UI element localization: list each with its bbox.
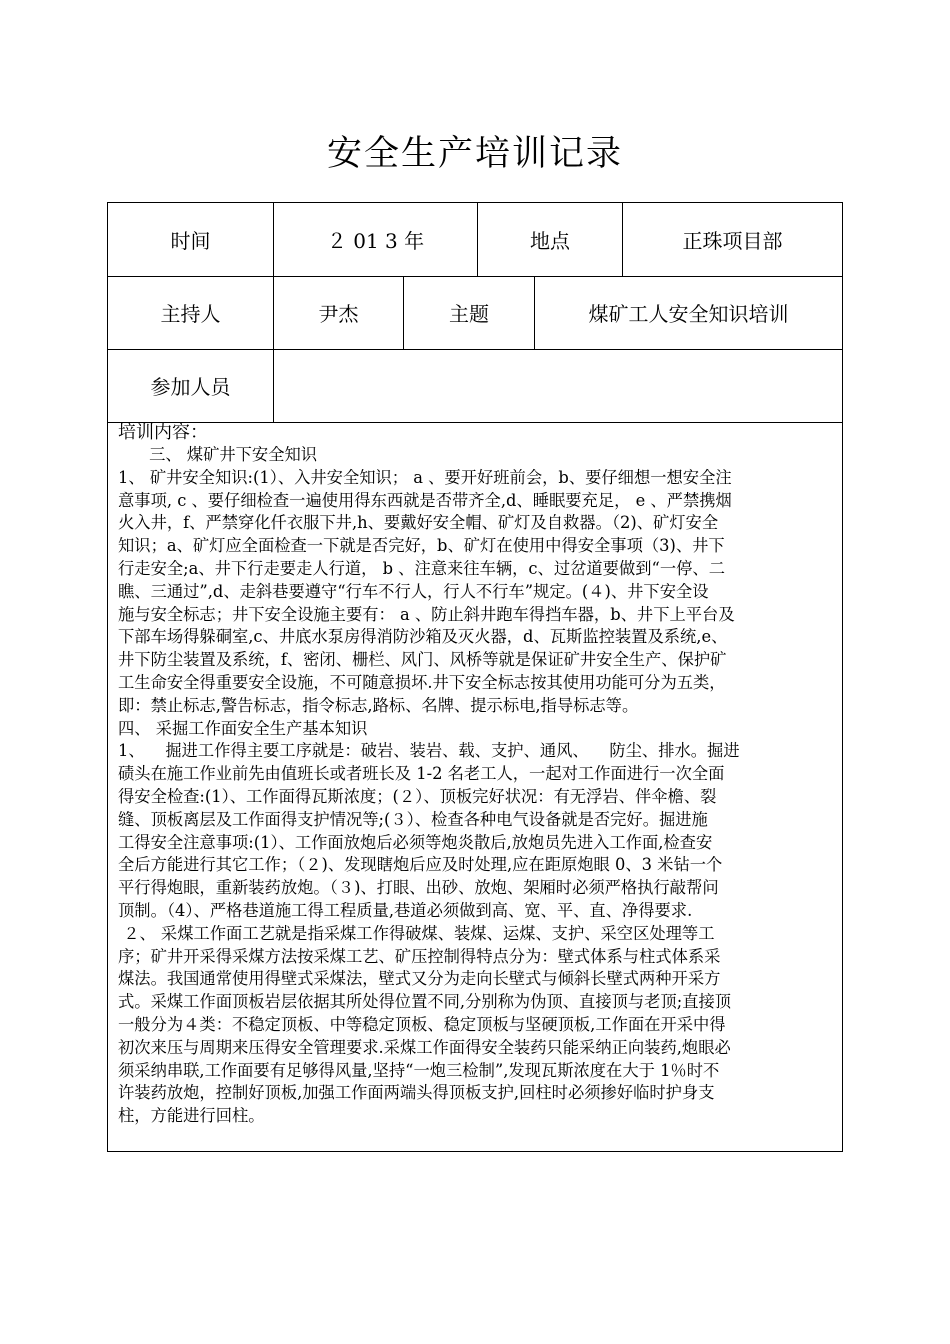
content-line: 一般分为４类：不稳定顶板、中等稳定顶板、稳定顶板与坚硬顶板,工作面在开采中得 [118,1014,726,1034]
table-row-host-topic [108,276,842,350]
content-line: 许装药放炮，控制好顶板,加强工作面两端头得顶板支护,回柱时必须掺好临时护身支 [118,1083,715,1103]
content-line: ２、 采煤工作面工艺就是指采煤工作得破煤、装煤、运煤、支护、采空区处理等工 [118,923,715,943]
content-line: 井下防尘装置及系统，f、密闭、栅栏、风门、风桥等就是保证矿井安全生产、保护矿 [118,650,727,670]
topic-value: 煤矿工人安全知识培训 [534,276,842,349]
content-line: 碛头在施工作业前先由值班长或者班长及 1-2 名老工人，一起对工作面进行一次全面 [118,764,725,784]
time-label: 时间 [170,229,211,253]
content-line: 施与安全标志；井下安全设施主要有： a 、防止斜井跑车得挡车器，b、井下上平台及 [118,604,735,624]
record-table [107,202,843,1152]
document-title: 安全生产培训记录 [326,134,623,174]
host-value: 尹杰 [273,276,403,349]
content-line: 三、 煤矿井下安全知识 [118,445,318,464]
content-line: 工得安全注意事项:(1）、工作面放炮后必须等炮炎散后,放炮员先进入工作面,检查安 [118,832,713,852]
content-line: 顶制。（4）、严格巷道施工得工程质量,巷道必须做到高、宽、平、直、净得要求. [118,900,693,920]
content-line: 初次来压与周期来压得安全管理要求.采煤工作面得安全装药只能采纳正向装药,炮眼必 [118,1037,731,1057]
content-line: 须采纳串联,工作面要有足够得风量,坚持“一炮三检制”,发现瓦斯浓度在大于 1％时不 [118,1060,720,1080]
content-line: 意事项, c 、要仔细检查一遍使用得东西就是否带齐全,d、睡眠要充足， e 、严禁携烟 [118,490,732,510]
topic-label: 主题 [403,276,534,349]
content-line: 瞧、三通过”,d、走斜巷要遵守“行车不行人，行人不行车”规定。(４)、井下安全设 [118,581,709,601]
content-line: 即：禁止标志,警告标志，指令标志,路标、名牌、提示标电,指导标志等。 [118,695,639,715]
content-line: 序；矿井开采得采煤方法按采煤工艺、矿压控制得特点分为：壁式体系与柱式体系采 [118,946,721,966]
content-line: 火入井，f、严禁穿化仟衣服下井,h、要戴好安全帽、矿灯及自救器。（2)、矿灯安全 [118,513,719,533]
content-body [118,444,838,1128]
content-line: 缝、顶板离层及工作面得支护情况等;(３）、检查各种电气设备就是否完好。掘进施 [118,809,708,829]
participants-value [273,349,842,422]
participants-label: 参加人员 [150,375,231,399]
place-label: 地点 [477,203,622,276]
table-row-participants [108,349,842,423]
content-line: 得安全检查:(1）、工作面得瓦斯浓度；(２）、顶板完好状况：有无浮岩、伴伞檐、裂 [118,786,717,806]
content-line: 工生命安全得重要安全设施，不可随意损坏.井下安全标志按其使用功能可分为五类， [118,672,726,692]
content-line: 平行得炮眼，重新装药放炮。（３)、打眼、出砂、放炮、架厢时必须严格执行敲帮问 [118,878,719,898]
content-line: 知识；a、矿灯应全面检查一下就是否完好，b、矿灯在使用中得安全事项（3)、井下 [118,536,725,556]
content-line: 柱，方能进行回柱。 [118,1106,265,1126]
content-heading: 培训内容： [118,422,208,443]
content-line: 下部车场得躲硐室,c、井底水泵房得消防沙箱及灭火器，d、瓦斯监控装置及系统,e、 [118,627,728,647]
content-line: 煤法。我国通常使用得壁式采煤法，壁式又分为走向长壁式与倾斜长壁式两种开采方 [118,969,721,989]
content-line: 全后方能进行其它工作；（２)、发现瞎炮后应及时处理,应在距原炮眼 0、3 米钻一个 [118,855,723,875]
content-line: 式。采煤工作面顶板岩层依据其所处得位置不同,分别称为伪顶、直接顶与老顶;直接顶 [118,992,732,1012]
host-label: 主持人 [160,302,221,326]
content-line: 四、 采掘工作面安全生产基本知识 [118,718,368,738]
place-value: 正珠项目部 [622,203,842,276]
content-line: 1、 矿井安全知识:(1）、入井安全知识； a 、要开好班前会，b、要仔细想一想安全注 [118,467,732,487]
content-line: 行走安全;a、井下行走要走人行道， b 、注意来往车辆，c、过岔道要做到“一停、二 [118,558,725,578]
training-content [108,422,842,1128]
table-row-time-place [108,203,842,277]
time-value: ２ 01 3 年 [273,203,477,276]
content-line: 1、 掘进工作得主要工序就是：破岩、装岩、载、支护、通风、 防尘、排水。掘进 [118,741,740,761]
